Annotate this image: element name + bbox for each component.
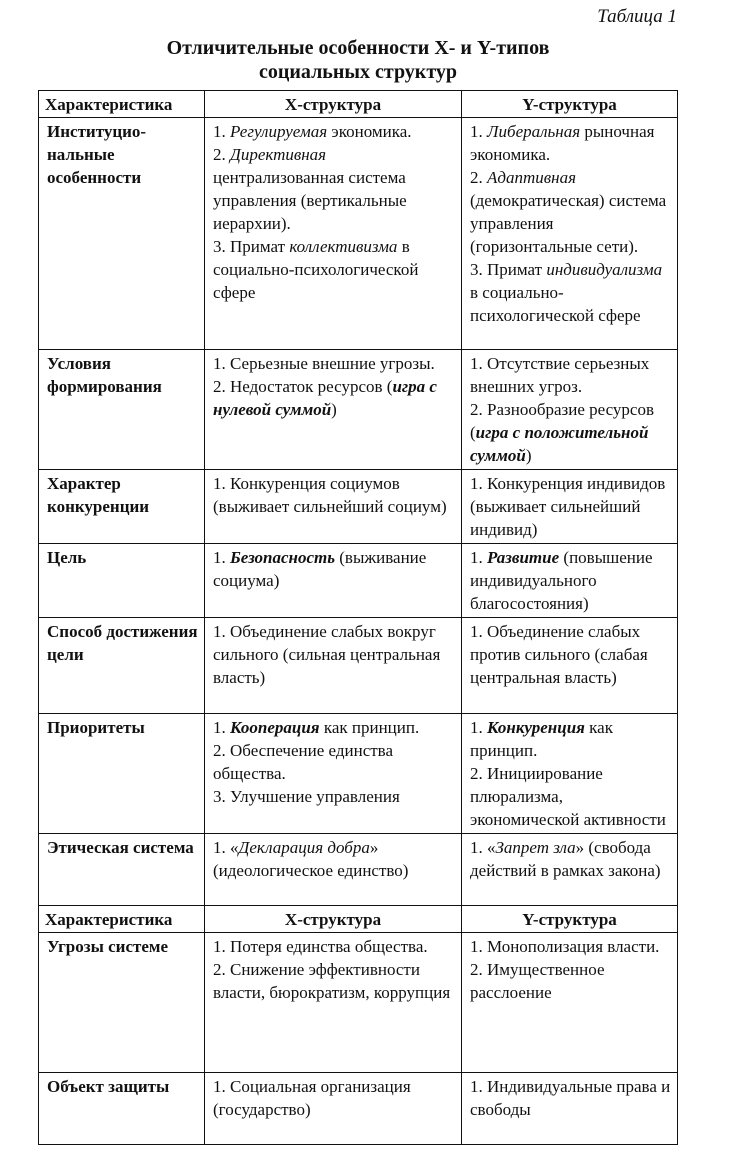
cell-paragraph	[213, 375, 455, 421]
cell-text: 1. Конкуренция социумов (выживает сильнейший социум)	[213, 474, 447, 516]
emphasis-text: Развитие	[487, 548, 560, 567]
cell-paragraph	[213, 716, 455, 739]
emphasis-text: Либеральная	[487, 122, 581, 141]
x-structure-cell	[205, 350, 462, 470]
x-structure-cell	[205, 933, 462, 1073]
cell-text: 2.	[213, 145, 230, 164]
emphasis-text: Кооперация	[230, 718, 320, 737]
cell-text: 1. «	[470, 838, 496, 857]
table-row	[39, 714, 678, 834]
cell-paragraph	[470, 716, 671, 762]
cell-paragraph	[470, 620, 671, 689]
cell-paragraph	[213, 143, 455, 235]
cell-paragraph	[470, 258, 671, 327]
cell-text: 1. «	[213, 838, 239, 857]
cell-paragraph	[213, 958, 455, 1004]
header-characteristic: Характеристика	[39, 91, 205, 118]
header2-x-structure: X-структура	[205, 906, 462, 933]
row-characteristic: Цель	[39, 544, 205, 618]
y-structure-cell	[462, 714, 678, 834]
cell-text: как принцип.	[470, 718, 613, 760]
table-body-2	[39, 933, 678, 1145]
row-characteristic: Характер конкуренции	[39, 470, 205, 544]
x-structure-cell	[205, 1073, 462, 1145]
repeated-header-row	[39, 906, 678, 933]
header2-characteristic: Характеристика	[39, 906, 205, 933]
row-characteristic: Угрозы системе	[39, 933, 205, 1073]
y-structure-cell	[462, 933, 678, 1073]
cell-text: 1.	[470, 718, 487, 737]
cell-paragraph	[213, 739, 455, 785]
table-row	[39, 350, 678, 470]
cell-paragraph	[213, 1075, 455, 1121]
table-row	[39, 618, 678, 714]
cell-text: 2. Обеспечение единства общества.	[213, 741, 394, 783]
table-row	[39, 470, 678, 544]
cell-text: 1. Социальная организация (государство)	[213, 1077, 411, 1119]
cell-text: в социально-психологической сфере	[470, 283, 641, 325]
x-structure-cell	[205, 470, 462, 544]
y-structure-cell	[462, 618, 678, 714]
cell-paragraph	[213, 935, 455, 958]
header-y-structure: Y-структура	[462, 91, 678, 118]
y-structure-cell	[462, 544, 678, 618]
emphasis-text: Конкуренция	[487, 718, 585, 737]
emphasis-text: Запрет зла	[495, 838, 576, 857]
row-characteristic: Институцио-нальные особенности	[39, 118, 205, 350]
y-structure-cell	[462, 118, 678, 350]
x-structure-cell	[205, 834, 462, 906]
cell-paragraph	[470, 836, 671, 882]
cell-text: 1. Объединение слабых против сильного (слабая центральная власть)	[470, 622, 648, 687]
cell-text: экономика.	[327, 122, 412, 141]
x-structure-cell	[205, 618, 462, 714]
cell-paragraph	[470, 472, 671, 541]
cell-text: 2.	[470, 168, 487, 187]
cell-text: 2. Недостаток ресурсов (	[213, 377, 393, 396]
cell-text: )	[525, 446, 532, 465]
cell-paragraph	[470, 1075, 671, 1121]
emphasis-text: Безопасность	[230, 548, 336, 567]
x-structure-cell	[205, 544, 462, 618]
table-row	[39, 118, 678, 350]
cell-text: рыночная экономика.	[470, 122, 655, 164]
cell-text: 1.	[213, 548, 230, 567]
title-line-1: Отличительные особенности X- и Y-типов	[166, 37, 550, 59]
cell-text: 2. Снижение эффективности власти, бюрократизм, коррупция	[213, 960, 451, 1002]
cell-paragraph	[213, 785, 455, 808]
header-row	[39, 91, 678, 118]
table-body-header2	[39, 906, 678, 933]
y-structure-cell	[462, 834, 678, 906]
cell-paragraph	[470, 352, 671, 398]
cell-text: 2. Разнообразие ресурсов (	[470, 400, 654, 442]
row-characteristic: Объект защиты	[39, 1073, 205, 1145]
cell-paragraph	[213, 120, 455, 143]
emphasis-text: игра с положительной суммой	[470, 423, 649, 465]
cell-text: 1. Потеря единства общества.	[213, 937, 428, 956]
cell-text: 3. Улучшение управления	[213, 787, 400, 806]
table-body-1	[39, 118, 678, 906]
y-structure-cell	[462, 1073, 678, 1145]
cell-text: 3. Примат	[470, 260, 547, 279]
x-structure-cell	[205, 714, 462, 834]
cell-text: )	[331, 400, 337, 419]
cell-text: 1.	[213, 718, 230, 737]
comparison-table	[38, 90, 678, 1145]
cell-paragraph	[470, 958, 671, 1004]
cell-paragraph	[213, 472, 455, 518]
emphasis-text: коллективизма	[289, 237, 398, 256]
emphasis-text: Адаптивная	[487, 168, 576, 187]
cell-paragraph	[213, 836, 455, 882]
cell-paragraph	[213, 546, 455, 592]
table-row	[39, 544, 678, 618]
cell-paragraph	[470, 120, 671, 166]
cell-paragraph	[470, 398, 671, 467]
row-characteristic: Приоритеты	[39, 714, 205, 834]
cell-text: (выживание социума)	[213, 548, 427, 590]
row-characteristic: Этическая система	[39, 834, 205, 906]
y-structure-cell	[462, 350, 678, 470]
cell-paragraph	[470, 762, 671, 831]
y-structure-cell	[462, 470, 678, 544]
cell-text: » (свобода действий в рамках закона)	[470, 838, 661, 880]
cell-text: как принцип.	[319, 718, 420, 737]
cell-paragraph	[213, 620, 455, 689]
cell-text: 1. Серьезные внешние угрозы.	[213, 354, 435, 373]
cell-text: 1.	[470, 122, 487, 141]
row-characteristic: Условия формирования	[39, 350, 205, 470]
cell-text: 1. Отсутствие серьезных внешних угроз.	[470, 354, 650, 396]
cell-text: в социально-психологической сфере	[213, 237, 419, 302]
cell-text: 1. Индивидуальные права и свободы	[470, 1077, 671, 1119]
header-x-structure: X-структура	[205, 91, 462, 118]
table-title	[0, 36, 716, 84]
header2-y-structure: Y-структура	[462, 906, 678, 933]
emphasis-text: Директивная	[230, 145, 327, 164]
x-structure-cell	[205, 118, 462, 350]
cell-paragraph	[470, 546, 671, 615]
emphasis-text: Регулируемая	[230, 122, 328, 141]
table-row	[39, 933, 678, 1073]
cell-text: 1.	[213, 122, 230, 141]
title-line-2: социальных структур	[258, 61, 458, 83]
cell-paragraph	[213, 235, 455, 304]
cell-text: 1. Конкуренция индивидов (выживает сильнейший индивид)	[470, 474, 666, 539]
cell-text: 2. Имущественное расслоение	[470, 960, 605, 1002]
cell-paragraph	[470, 935, 671, 958]
cell-text: централизованная система управления (вертикальные иерархии).	[213, 168, 407, 233]
cell-text: » (идеологическое единство)	[213, 838, 409, 880]
cell-text: 1. Объединение слабых вокруг сильного (сильная центральная власть)	[213, 622, 441, 687]
cell-text: (демократическая) система управления (горизонтальные сети).	[470, 191, 667, 256]
cell-text: 3. Примат	[213, 237, 290, 256]
emphasis-text: Декларация добра	[238, 838, 370, 857]
cell-text: 1. Монополизация власти.	[470, 937, 660, 956]
emphasis-text: индивидуализма	[546, 260, 663, 279]
table-row	[39, 834, 678, 906]
cell-text: 1.	[470, 548, 487, 567]
cell-paragraph	[470, 166, 671, 258]
table-row	[39, 1073, 678, 1145]
cell-text: 2. Инициирование плюрализма, экономической активности	[470, 764, 666, 829]
table-number-label: Таблица 1	[597, 6, 677, 27]
row-characteristic: Способ достижения цели	[39, 618, 205, 714]
emphasis-text: игра с нулевой суммой	[213, 377, 437, 419]
cell-text: (повышение индивидуального благосостояния)	[470, 548, 653, 613]
cell-paragraph	[213, 352, 455, 375]
